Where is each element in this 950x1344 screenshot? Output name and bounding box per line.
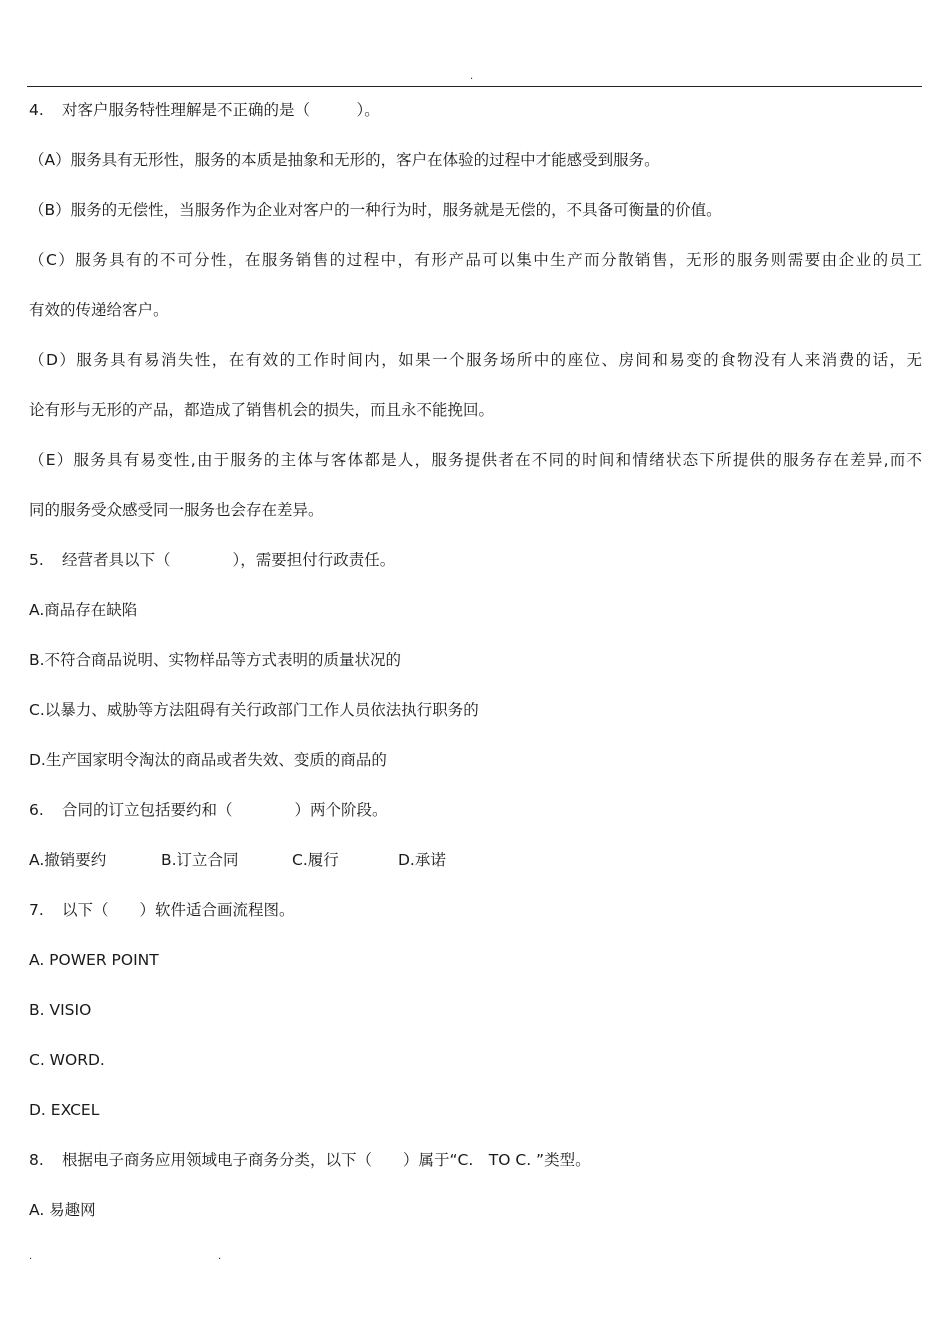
question-4-option-e-line1: （E）服务具有易变性,由于服务的主体与客体都是人，服务提供者在不同的时间和情绪状态下所提供的服务存在差异,而不 bbox=[29, 451, 922, 469]
question-5-option-b: B.不符合商品说明、实物样品等方式表明的质量状况的 bbox=[29, 651, 402, 669]
header-rule bbox=[27, 86, 922, 87]
question-text: 以下（ ）软件适合画流程图。 bbox=[62, 901, 295, 919]
question-6-stem bbox=[29, 792, 922, 842]
question-7-option-c: C. WORD. bbox=[29, 1051, 105, 1069]
question-number: 5. bbox=[29, 551, 44, 569]
question-7-option-b: B. VISIO bbox=[29, 1001, 92, 1019]
header-mark: . bbox=[470, 71, 474, 82]
question-5-option-a: A.商品存在缺陷 bbox=[29, 601, 138, 619]
question-6-options bbox=[29, 842, 922, 892]
question-6-option-c: C.履行 bbox=[292, 851, 339, 869]
question-6-option-b: B.订立合同 bbox=[161, 851, 239, 869]
question-4-option-b: （B）服务的无偿性，当服务作为企业对客户的一种行为时，服务就是无偿的，不具备可衡量的价值。 bbox=[29, 201, 722, 219]
question-7-option-d: D. EXCEL bbox=[29, 1101, 100, 1119]
question-4-option-d-line2: 论有形与无形的产品，都造成了销售机会的损失，而且永不能挽回。 bbox=[29, 401, 495, 419]
question-8-option-a: A. 易趣网 bbox=[29, 1201, 96, 1219]
question-text: 合同的订立包括要约和（ ）两个阶段。 bbox=[62, 801, 388, 819]
question-7-stem bbox=[29, 892, 922, 942]
footer-mark-left: . bbox=[29, 1251, 33, 1262]
question-6-option-a: A.撤销要约 bbox=[29, 851, 107, 869]
page-content bbox=[29, 92, 922, 1242]
question-8-stem bbox=[29, 1142, 922, 1192]
question-number: 7. bbox=[29, 901, 44, 919]
question-5-option-d: D.生产国家明令淘汰的商品或者失效、变质的商品的 bbox=[29, 751, 387, 769]
question-5-option-c: C.以暴力、威胁等方法阻碍有关行政部门工作人员依法执行职务的 bbox=[29, 701, 479, 719]
question-text: 经营者具以下（ ），需要担付行政责任。 bbox=[62, 551, 396, 569]
question-4-option-a: （A）服务具有无形性，服务的本质是抽象和无形的，客户在体验的过程中才能感受到服务。 bbox=[29, 151, 660, 169]
question-4-option-c-line2: 有效的传递给客户。 bbox=[29, 301, 169, 319]
question-5-stem bbox=[29, 542, 922, 592]
question-text: 对客户服务特性理解是不正确的是（ ）。 bbox=[62, 101, 380, 119]
question-4-option-e-line2: 同的服务受众感受同一服务也会存在差异。 bbox=[29, 501, 324, 519]
question-4-option-d-line1: （D）服务具有易消失性，在有效的工作时间内，如果一个服务场所中的座位、房间和易变的食物没有人来消费的话，无 bbox=[29, 351, 922, 369]
question-number: 8. bbox=[29, 1151, 44, 1169]
question-number: 4. bbox=[29, 101, 44, 119]
question-6-option-d: D.承诺 bbox=[398, 851, 446, 869]
footer-mark-right: . bbox=[218, 1251, 222, 1262]
question-4-stem bbox=[29, 92, 922, 142]
question-7-option-a: A. POWER POINT bbox=[29, 951, 159, 969]
question-4-option-c-line1: （C）服务具有的不可分性，在服务销售的过程中，有形产品可以集中生产而分散销售，无形的服务则需要由企业的员工 bbox=[29, 251, 922, 269]
question-number: 6. bbox=[29, 801, 44, 819]
question-text: 根据电子商务应用领域电子商务分类，以下（ ）属于“C. TO C. ”类型。 bbox=[62, 1151, 591, 1169]
